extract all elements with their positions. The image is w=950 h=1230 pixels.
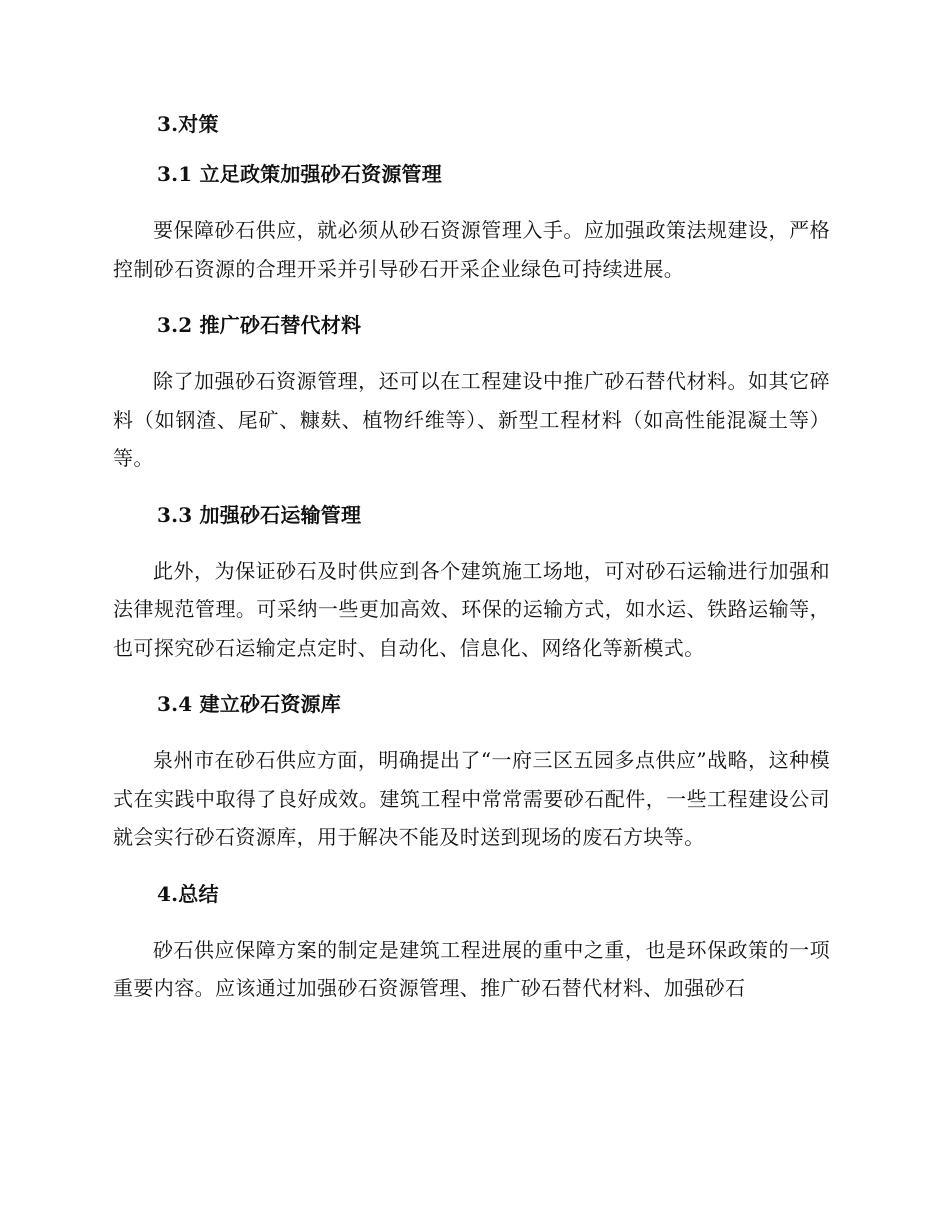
section-heading-3-3: 3.3 加强砂石运输管理 (157, 502, 362, 527)
section-heading-4: 4.总结 (157, 881, 219, 906)
paragraph-3-1: 要保障砂石供应，就必须从砂石资源管理入手。应加强政策法规建设，严格控制砂石资源的合理开采并引导砂石开采企业绿色可持续进展。 (113, 218, 830, 281)
paragraph-4: 砂石供应保障方案的制定是建筑工程进展的重中之重，也是环保政策的一项重要内容。应该通过加强砂石资源管理、推广砂石替代材料、加强砂石 (113, 937, 830, 1000)
paragraph-3-2: 除了加强砂石资源管理，还可以在工程建设中推广砂石替代材料。如其它碎料（如钢渣、尾矿、糠麸、植物纤维等）、新型工程材料（如高性能混凝土等）等。 (113, 369, 830, 470)
section-heading-3: 3.对策 (157, 112, 219, 136)
section-heading-3-2: 3.2 推广砂石替代材料 (157, 313, 362, 337)
paragraph-3-4: 泉州市在砂石供应方面，明确提出了“一府三区五园多点供应”战略，这种模式在实践中取得了良好成效。建筑工程中常常需要砂石配件，一些工程建设公司就会实行砂石资源库，用于解决不能及时送到现场的废石方块等。 (113, 748, 830, 849)
section-heading-3-4: 3.4 建立砂石资源库 (157, 692, 341, 716)
document-body (113, 108, 830, 1029)
section-heading-3-1: 3.1 立足政策加强砂石资源管理 (157, 162, 442, 186)
paragraph-3-3: 此外，为保证砂石及时供应到各个建筑施工场地，可对砂石运输进行加强和法律规范管理。可采纳一些更加高效、环保的运输方式，如水运、铁路运输等，也可探究砂石运输定点定时、自动化、信息化、网络化等新模式。 (113, 558, 830, 660)
